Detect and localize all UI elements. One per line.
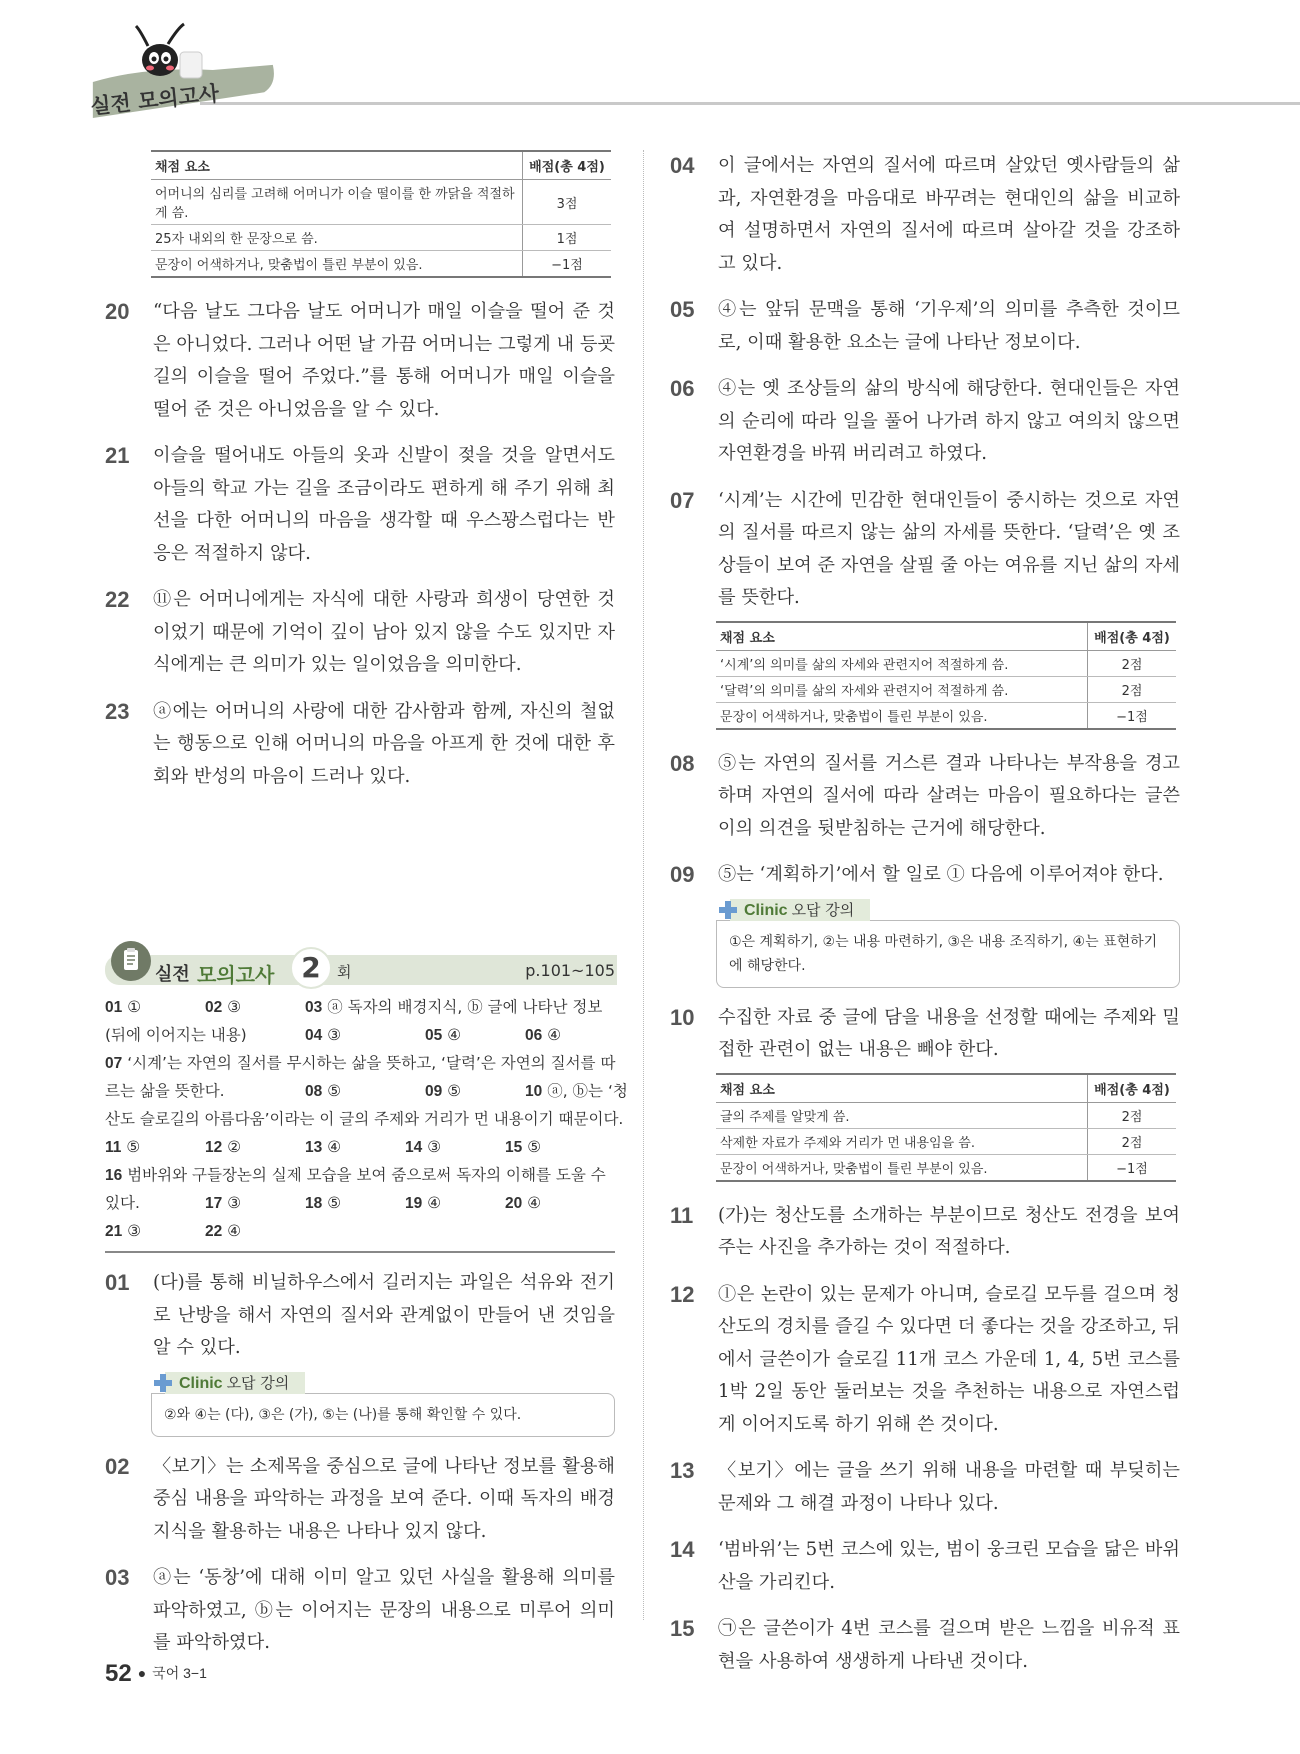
- answer-text: 이 글에서는 자연의 질서에 따르며 살았던 옛사람들의 삶과, 자연환경을 마음대로 바꾸려는 현대인의 삶을 비교하여 설명하면서 자연의 질서에 따르며 살아갈 것을 강조하고 있다.: [718, 155, 1180, 274]
- answer-key-entry: [105, 1105, 623, 1133]
- answer-key-entry-number: 06: [525, 1027, 543, 1044]
- answer-key-entry-number: 07: [105, 1055, 123, 1072]
- answer-number: 07: [670, 487, 695, 513]
- right-column: [670, 150, 1180, 1692]
- answer-key-entry: [205, 1133, 241, 1162]
- answer-number: 09: [670, 862, 695, 887]
- answer-text: ⓐ는 ‘동창’에 대해 이미 알고 있던 사실을 활용해 의미를 파악하였고, ⓑ는 이어지는 문장의 내용으로 미루어 의미를 파악하였다.: [153, 1567, 615, 1653]
- answer-text: 이슬을 떨어내도 아들의 옷과 신발이 젖을 것을 알면서도 아들의 학교 가는 길을 조금이라도 편하게 해 주기 위해 최선을 다한 어머니의 마음을 생각할 때 우스꽝스럽다는 반응은 적절하지 않다.: [153, 445, 615, 564]
- answer-key-entry: [105, 1133, 140, 1162]
- answer-key-entry: [205, 1189, 241, 1218]
- table-header-points: 배점(총 4점): [523, 151, 612, 180]
- answer-number: 23: [105, 698, 130, 724]
- answer-item: [105, 1267, 615, 1365]
- answer-key-entry-value: ⓐ 독자의 배경지식, ⓑ 글에 나타난 정보: [327, 998, 603, 1016]
- answer-key-entry-number: 12: [205, 1139, 223, 1156]
- answer-key-entry: [405, 1133, 441, 1162]
- answer-key-entry-number: 13: [305, 1139, 323, 1156]
- answer-key-entry: [105, 1077, 225, 1105]
- answer-key-entry-value: (뒤에 이어지는 내용): [105, 1026, 247, 1044]
- answer-text: (가)는 청산도를 소개하는 부분이므로 청산도 전경을 보여 주는 사진을 추가하는 것이 적절하다.: [718, 1204, 1180, 1258]
- answer-key-entry: [425, 1021, 461, 1050]
- table-row: [151, 225, 611, 251]
- answer-text: ‘범바위’는 5번 코스에 있는, 범이 웅크린 모습을 닮은 바위산을 가리킨다.: [718, 1539, 1180, 1593]
- answer-key-entry: [105, 1021, 247, 1049]
- answer-key-entry-number: 21: [105, 1223, 123, 1240]
- answer-number: 02: [105, 1453, 130, 1479]
- answer-key-entry-value: ③: [127, 1222, 142, 1240]
- answer-text: ㉠은 글쓴이가 4번 코스를 걸으며 받은 느낌을 비유적 표현을 사용하여 생생하게 나타낸 것이다.: [718, 1618, 1180, 1672]
- answer-key-body: [105, 987, 628, 1253]
- answer-key-number: 2: [290, 947, 332, 989]
- answer-key-entry-value: ⓐ, ⓑ는 ‘청: [547, 1082, 628, 1100]
- answer-key-entry-value: 산도 슬로길의 아름다움’이라는 이 글의 주제와 거리가 먼 내용이기 때문이다.: [105, 1110, 624, 1128]
- answer-text: ⓛ은 논란이 있는 문제가 아니며, 슬로길 모두를 걸으며 청산도의 경치를 즐길 수 있다면 더 좋다는 것을 강조하고, 뒤에서 글쓴이가 슬로길 11개 코스 가운데 1, 4, 5번 코스를 1박 2일 동안 둘러보는 것을 추천하는 내용으로 자연스럽게 이어지도록 하기 위해 쓴 것이다.: [718, 1283, 1180, 1435]
- answer-key-line: [105, 1161, 615, 1189]
- table-row: [151, 180, 611, 225]
- answer-key-entry-number: 14: [405, 1139, 423, 1156]
- answer-key-pages: p.101~105: [525, 961, 615, 980]
- answer-number: 12: [670, 1281, 695, 1307]
- table-row: [151, 251, 611, 278]
- answer-text: (다)를 통해 비닐하우스에서 길러지는 과일은 석유와 전기로 난방을 해서 자연의 질서와 관계없이 만들어 낸 것임을 알 수 있다.: [153, 1272, 615, 1358]
- answer-key-entry-number: 15: [505, 1139, 523, 1156]
- bullet-icon: ●: [137, 1665, 147, 1681]
- answer-key-entry: [205, 1217, 241, 1246]
- clinic-label-bold: Clinic: [179, 1374, 223, 1392]
- header-rule: [200, 102, 1300, 105]
- answer-key-line: [105, 1021, 615, 1049]
- answer-key-entry-number: 19: [405, 1195, 423, 1212]
- answer-key-entry: [505, 1189, 541, 1218]
- answer-key-entry-number: 20: [505, 1195, 523, 1212]
- answer-key-entry: [105, 1189, 140, 1217]
- answer-key-entry-number: 01: [105, 999, 123, 1016]
- page-footer: [105, 1660, 207, 1688]
- table-cell: 문장이 어색하거나, 맞춤법이 틀린 부분이 있음.: [716, 1154, 1088, 1181]
- table-row: [716, 676, 1176, 702]
- table-row: [716, 1128, 1176, 1154]
- answer-key-entry-value: ④: [227, 1222, 242, 1240]
- answer-text: ⑤는 ‘계획하기’에서 할 일로 ① 다음에 이루어져야 한다.: [718, 864, 1164, 885]
- answer-key-entry-number: 08: [305, 1083, 323, 1100]
- table-header-criteria: 채점 요소: [151, 151, 523, 180]
- answer-key-entry-value: ⑤: [327, 1194, 342, 1212]
- answer-key-entry-value: 르는 삶을 뜻한다.: [105, 1082, 225, 1100]
- answer-number: 11: [670, 1202, 694, 1228]
- answer-item: [105, 1562, 615, 1660]
- answer-key-entry: [405, 1189, 441, 1218]
- answer-key-line: [105, 993, 615, 1021]
- table-cell: ‘시계’의 의미를 삶의 자세와 관련지어 적절하게 씀.: [716, 650, 1088, 676]
- answer-item: [670, 1200, 1180, 1265]
- answer-text: ⑤는 자연의 질서를 거스른 결과 나타나는 부작용을 경고하며 자연의 질서에 따라 살려는 마음이 필요하다는 글쓴이의 의견을 뒷받침하는 근거에 해당한다.: [718, 752, 1180, 839]
- plus-icon: [153, 1373, 173, 1393]
- answer-item: [670, 150, 1180, 280]
- answer-key-entry-value: ⑤: [126, 1138, 141, 1156]
- answer-key-entry-number: 09: [425, 1083, 443, 1100]
- answer-text: ⓐ에는 어머니의 사랑에 대한 감사함과 함께, 자신의 철없는 행동으로 인해 어머니의 마음을 아프게 한 것에 대한 후회와 반성의 마음이 드러나 있다.: [153, 700, 615, 787]
- answer-key-entry-value: ④: [547, 1026, 562, 1044]
- answer-key-entry-value: ⑤: [527, 1138, 542, 1156]
- answer-item: [105, 440, 615, 570]
- answer-key-entry-value: ①: [127, 998, 142, 1016]
- table-cell: 25자 내외의 한 문장으로 씀.: [151, 225, 523, 251]
- answer-number: 08: [670, 750, 695, 776]
- answer-text: 〈보기〉에는 글을 쓰기 위해 내용을 마련할 때 부딪히는 문제와 그 해결 과정이 나타나 있다.: [718, 1460, 1180, 1514]
- table-row: [716, 650, 1176, 676]
- answer-number: 21: [105, 443, 130, 468]
- answer-list-d: [670, 748, 1180, 892]
- answer-text: ④는 앞뒤 문맥을 통해 ‘기우제’의 의미를 추측한 것이므로, 이때 활용한 요소는 글에 나타난 정보이다.: [718, 299, 1180, 353]
- answer-key-entry: [305, 1189, 341, 1218]
- clinic-text: ②와 ④는 (다), ③은 (가), ⑤는 (나)를 통해 확인할 수 있다.: [151, 1393, 615, 1437]
- table-cell: 문장이 어색하거나, 맞춤법이 틀린 부분이 있음.: [716, 702, 1088, 729]
- table-header-criteria: 채점 요소: [716, 1074, 1088, 1103]
- table-cell: −1점: [1088, 702, 1177, 729]
- plus-icon: [718, 900, 738, 920]
- answer-key-entry-value: ②: [227, 1138, 242, 1156]
- answer-number: 03: [105, 1565, 130, 1590]
- answer-key-entry: [525, 1077, 628, 1106]
- clinic-note: [716, 898, 1180, 988]
- answer-list-e: [670, 1200, 1180, 1679]
- answer-list-b: [105, 1267, 615, 1660]
- clinic-note: [151, 1371, 615, 1437]
- answer-number: 20: [105, 299, 130, 324]
- left-column: [105, 150, 628, 1674]
- table-row: [716, 1154, 1176, 1181]
- answer-text: ‘시계’는 시간에 민감한 현대인들이 중시하는 것으로 자연의 질서를 따르지 않는 삶의 자세를 뜻한다. ‘달력’은 옛 조상들이 보여 준 자연을 살필 줄 아는 여유를 지닌 삶의 자세를 뜻한다.: [718, 489, 1180, 608]
- answer-number: 06: [670, 376, 695, 401]
- table-cell: −1점: [1088, 1154, 1177, 1181]
- answer-key-entry-value: ④: [447, 1026, 462, 1044]
- answer-item: [670, 1534, 1180, 1599]
- answer-key-entry: [105, 1217, 141, 1246]
- answer-key-entry-value: ⑤: [447, 1082, 462, 1100]
- answer-key-entry: [305, 1077, 341, 1106]
- table-header-points: 배점(총 4점): [1088, 1074, 1177, 1103]
- answer-text: “다음 날도 그다음 날도 어머니가 매일 이슬을 떨어 준 것은 아니었다. 그러나 어떤 날 가끔 어머니는 그렇게 내 등굣길의 이슬을 떨어 주었다.”를 통해 어머니가 매일 이슬을 떨어 준 것은 아니었음을 알 수 있다.: [153, 301, 615, 420]
- answer-item: [670, 1279, 1180, 1442]
- table-cell: 삭제한 자료가 주제와 거리가 먼 내용임을 씀.: [716, 1128, 1088, 1154]
- clinic-tag: [716, 898, 1180, 920]
- book-title: 국어 3−1: [152, 1665, 207, 1681]
- answer-key-entry-value: 범바위와 구들장논의 실제 모습을 보여 줌으로써 독자의 이해를 도울 수: [127, 1166, 606, 1184]
- answer-item: [105, 1451, 615, 1549]
- answer-key-header: [105, 947, 615, 987]
- mascot-icon: [128, 22, 208, 82]
- answer-key-entry-number: 02: [205, 999, 223, 1016]
- answer-key-line: [105, 1217, 615, 1245]
- clipboard-icon: [111, 941, 151, 981]
- table-cell: 2점: [1088, 1102, 1177, 1128]
- answer-item: [670, 859, 1180, 892]
- table-cell: 1점: [523, 225, 612, 251]
- clinic-label-text: 오답 강의: [791, 900, 855, 919]
- table-cell: 문장이 어색하거나, 맞춤법이 틀린 부분이 있음.: [151, 251, 523, 278]
- answer-key-entry: [105, 993, 141, 1022]
- answer-number: 15: [670, 1616, 695, 1641]
- answer-key-entry: [205, 993, 241, 1022]
- clinic-label: [165, 1372, 305, 1394]
- answer-key-entry: [525, 1021, 561, 1050]
- clinic-label: [730, 899, 870, 921]
- clinic-text: ①은 계획하기, ②는 내용 마련하기, ③은 내용 조직하기, ④는 표현하기에 해당한다.: [716, 920, 1180, 988]
- answer-key-entry-value: ⑤: [327, 1082, 342, 1100]
- table-cell: −1점: [523, 251, 612, 278]
- answer-item: [670, 748, 1180, 846]
- answer-item: [670, 294, 1180, 359]
- answer-key-entry-number: 22: [205, 1223, 223, 1240]
- answer-key-line: [105, 1077, 628, 1105]
- answer-item: [670, 373, 1180, 471]
- answer-key-entry-value: ③: [227, 998, 242, 1016]
- answer-key-entry-value: ③: [227, 1194, 242, 1212]
- answer-key-line: [105, 1049, 615, 1077]
- answer-key-line: [105, 1189, 615, 1217]
- answer-key-entry-number: 03: [305, 999, 323, 1016]
- answer-item: [670, 1002, 1180, 1067]
- table-row: [716, 1102, 1176, 1128]
- section-title: 실전 모의고사: [89, 81, 221, 119]
- answer-text: ⑪은 어머니에게는 자식에 대한 사랑과 희생이 당연한 것이었기 때문에 기억이 깊이 남아 있지 않을 수도 있지만 자식에게는 큰 의미가 있는 일이었음을 의미한다.: [153, 589, 615, 675]
- answer-item: [105, 584, 615, 682]
- table-cell: 2점: [1088, 650, 1177, 676]
- table-cell: 글의 주제를 알맞게 씀.: [716, 1102, 1088, 1128]
- scoring-table-1: [151, 150, 611, 278]
- answer-key-entry: [505, 1133, 541, 1162]
- answer-list-a: [105, 296, 615, 793]
- table-cell: 어머니의 심리를 고려해 어머니가 이슬 떨이를 한 까닭을 적절하게 씀.: [151, 180, 523, 225]
- answer-key-entry-number: 11: [105, 1139, 122, 1156]
- table-header-points: 배점(총 4점): [1088, 622, 1177, 651]
- answer-key-entry-number: 16: [105, 1167, 123, 1184]
- answer-key-suffix: 회: [337, 963, 352, 981]
- answer-key-entry: [105, 1161, 606, 1190]
- answer-number: 05: [670, 297, 695, 322]
- clinic-label-bold: Clinic: [744, 901, 788, 919]
- answer-number: 04: [670, 153, 695, 178]
- table-cell: 2점: [1088, 1128, 1177, 1154]
- answer-key-line: [105, 1105, 624, 1133]
- table-row: [716, 702, 1176, 729]
- answer-text: 〈보기〉는 소제목을 중심으로 글에 나타난 정보를 활용해 중심 내용을 파악하는 과정을 보여 준다. 이때 독자의 배경지식을 활용하는 내용은 나타나 있지 않다.: [153, 1455, 615, 1542]
- answer-number: 13: [670, 1458, 695, 1483]
- answer-text: 수집한 자료 중 글에 담을 내용을 선정할 때에는 주제와 밀접한 관련이 없는 내용은 빼야 한다.: [718, 1006, 1180, 1060]
- answer-key-entry: [305, 1021, 341, 1050]
- answer-item: [105, 696, 615, 794]
- answer-key-label: 실전: [155, 964, 190, 985]
- answer-item: [105, 296, 615, 426]
- answer-key-entry: [305, 1133, 341, 1162]
- answer-key-entry-value: 있다.: [105, 1194, 140, 1212]
- answer-text: ④는 옛 조상들의 삶의 방식에 해당한다. 현대인들은 자연의 순리에 따라 일을 풀어 나가려 하지 않고 여의치 않으면 자연환경을 바꿔 버리려고 하였다.: [718, 378, 1180, 464]
- answer-key-entry-value: ④: [427, 1194, 442, 1212]
- answer-key-entry: [305, 993, 602, 1022]
- answer-key-entry-value: ④: [527, 1194, 542, 1212]
- answer-number: 01: [105, 1270, 130, 1295]
- clinic-tag: [151, 1371, 615, 1393]
- answer-key-entry: [105, 1049, 615, 1078]
- scoring-table-3: [716, 1073, 1176, 1182]
- answer-number: 10: [670, 1004, 695, 1030]
- answer-number: 14: [670, 1537, 695, 1562]
- answer-key-entry-number: 10: [525, 1083, 543, 1100]
- column-divider: [643, 150, 644, 1620]
- table-cell: 3점: [523, 180, 612, 225]
- answer-key-entry-value: ‘시계’는 자연의 질서를 무시하는 삶을 뜻하고, ‘달력’은 자연의 질서를 따: [127, 1054, 616, 1072]
- answer-key-entry-value: ③: [427, 1138, 442, 1156]
- answer-key-entry: [425, 1077, 461, 1106]
- answer-key-entry-number: 17: [205, 1195, 223, 1212]
- scoring-table-2: [716, 621, 1176, 730]
- answer-key-entry-value: ③: [327, 1026, 342, 1044]
- answer-item: [670, 1455, 1180, 1520]
- answer-item: [670, 485, 1180, 615]
- table-header-criteria: 채점 요소: [716, 622, 1088, 651]
- clinic-label-text: 오답 강의: [226, 1373, 290, 1392]
- answer-key-entry-number: 18: [305, 1195, 323, 1212]
- answer-key-entry-number: 04: [305, 1027, 323, 1044]
- answer-key-line: [105, 1133, 615, 1161]
- answer-key-title: 모의고사: [197, 963, 275, 987]
- answer-key-entry-value: ④: [327, 1138, 342, 1156]
- answer-key-entry-number: 05: [425, 1027, 443, 1044]
- answer-number: 22: [105, 587, 130, 612]
- answer-item: [670, 1613, 1180, 1678]
- answer-list-c: [670, 150, 1180, 615]
- table-cell: 2점: [1088, 676, 1177, 702]
- page-number: 52: [105, 1660, 132, 1687]
- table-cell: ‘달력’의 의미를 삶의 자세와 관련지어 적절하게 씀.: [716, 676, 1088, 702]
